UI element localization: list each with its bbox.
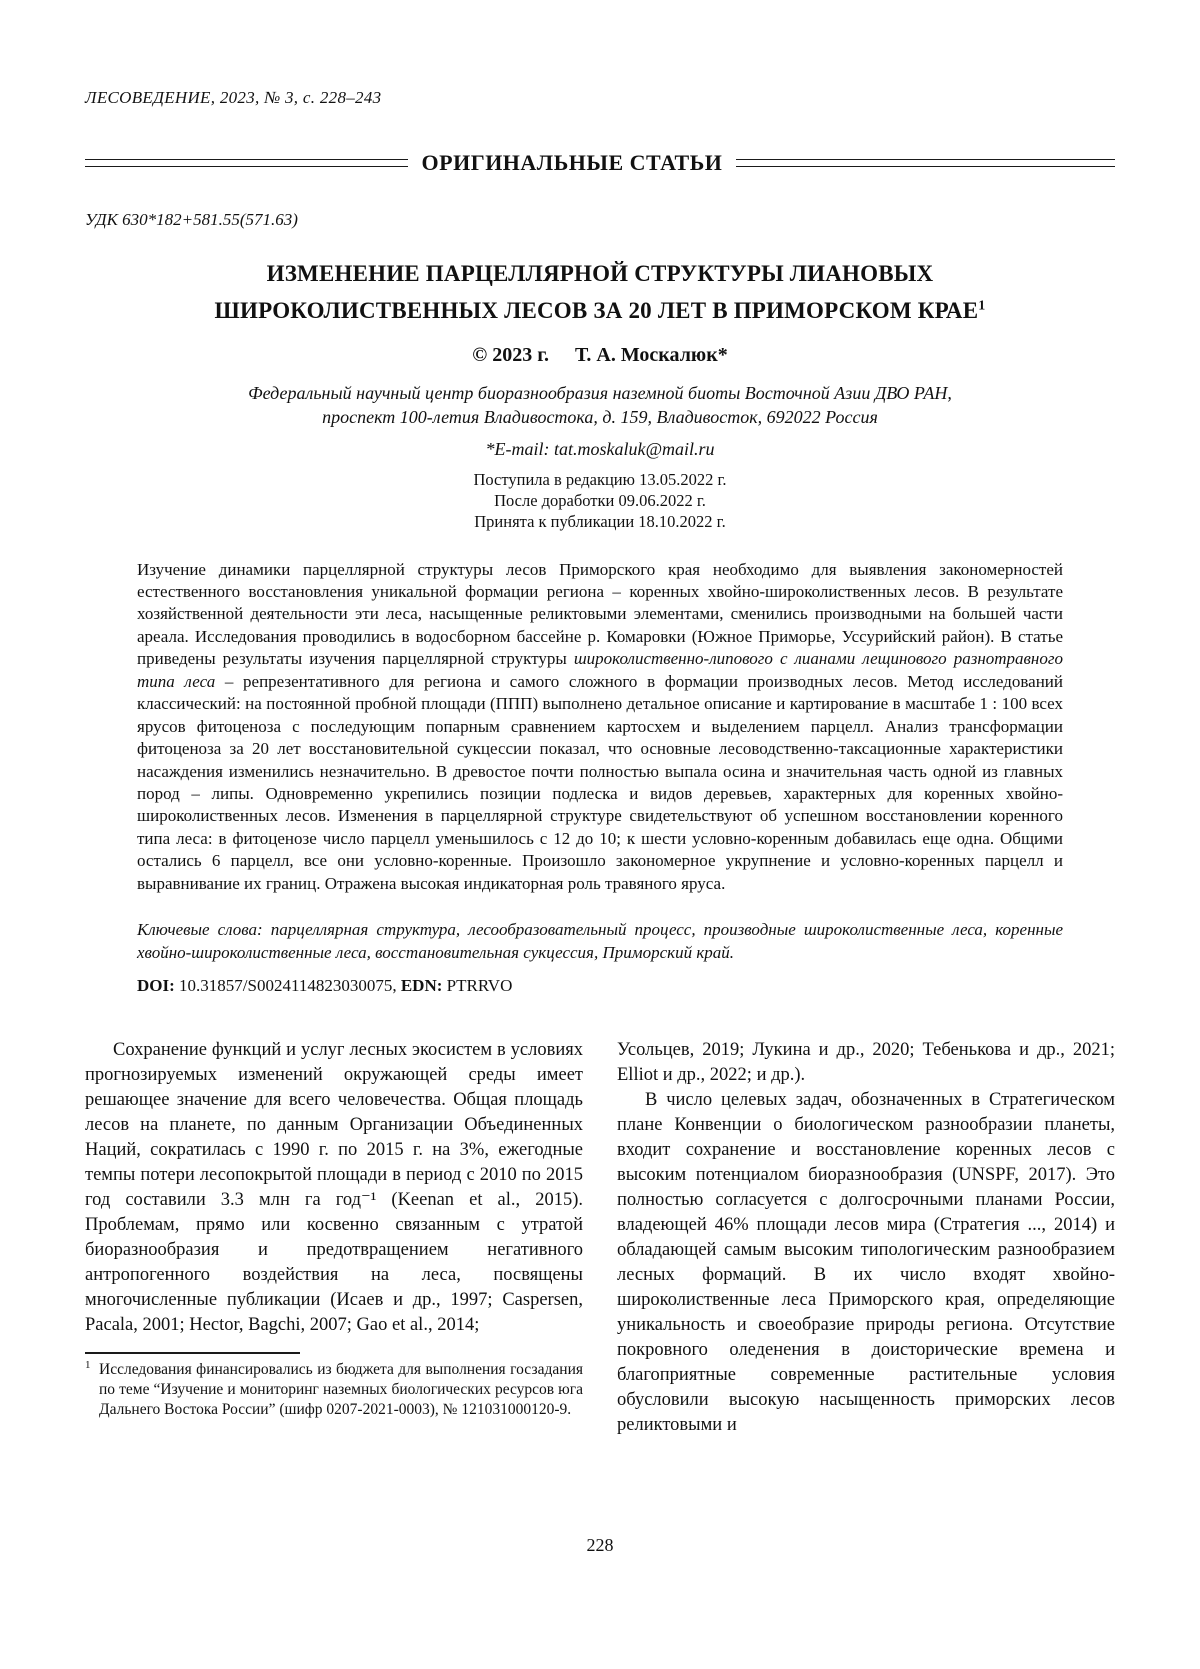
doi-label: DOI:: [137, 976, 175, 996]
page-number: 228: [586, 1535, 614, 1555]
title-line-2: ШИРОКОЛИСТВЕННЫХ ЛЕСОВ ЗА 20 ЛЕТ В ПРИМОРСКОМ КРАЕ: [214, 297, 979, 323]
footnote-mark: 1: [85, 1358, 91, 1371]
keywords: Ключевые слова: парцеллярная структура, лесообразовательный процесс, производные широколиственные леса, коренные хвойно-широколиственные леса, восстановительная сукцессия, Приморский край.: [137, 920, 1063, 962]
section-banner: [85, 150, 1115, 176]
banner-rule-right: [736, 159, 1115, 167]
abstract-part-1: Изучение динамики парцеллярной структуры лесов Приморского края необходимо для выявления закономерностей естественного восстановления уникальной формации региона – коренных хвойно-широколиственных лесов. В результате хозяйственной деятельности эти леса, насыщенные реликтовыми элементами, сменились производными на большей части ареала. Исследования проводились в водосборном бассейне р. Комаровки (Южное Приморье, Уссурийский район). В статье приведены результаты изучения парцеллярной структуры: [137, 559, 1063, 669]
abstract-italic-phrase: широколиственно-липового с лианами лещинового разнотравного типа леса: [137, 649, 1063, 691]
accepted-date: Принята к публикации 18.10.2022 г.: [474, 512, 726, 532]
doi-edn-line: [137, 976, 1063, 996]
author-name: Т. А. Москалюк*: [575, 343, 728, 366]
body-columns: [85, 1038, 1115, 1438]
footnote-text: Исследования финансировались из бюджета для выполнения госзадания по теме “Изучение и мониторинг наземных биологических ресурсов юга Дальнего Востока России” (шифр 0207-2021-0003), № 121031000120-9.: [99, 1360, 583, 1418]
left-column: [85, 1038, 583, 1438]
right-column: [617, 1038, 1115, 1438]
funding-footnote: [85, 1360, 583, 1420]
edn-label: EDN:: [400, 976, 443, 996]
article-title: [85, 256, 1115, 330]
title-footnote-mark: 1: [978, 298, 986, 314]
journal-header: ЛЕСОВЕДЕНИЕ, 2023, № 3, с. 228–243: [85, 88, 382, 107]
submission-dates: [85, 469, 1115, 532]
body-paragraph: В число целевых задач, обозначенных в Стратегическом плане Конвенции о биологическом разнообразии планеты, входит сохранение и восстановление коренных лесов с высоким потенциалом биоразнообразия (UNSPF, 2017). Это полностью согласуется с долгосрочными планами России, владеющей 46% площади лесов мира (Стратегия ..., 2014) и обладающей самым высоким типологическим разнообразием лесных формаций. В их число входят хвойно-широколиственные леса Приморского края, определяющие уникальность и своеобразие природы региона. Отсутствие покровного оледенения в доисторические времена и благоприятные современные растительные условия обусловили высокую насыщенность приморских лесов реликтовыми и: [617, 1089, 1115, 1435]
copyright-notice: © 2023 г.: [472, 343, 550, 366]
author-line: [85, 344, 1115, 367]
footnote-separator: [85, 1352, 300, 1354]
doi-value: 10.31857/S0024114823030075,: [179, 976, 397, 996]
revised-date: После доработки 09.06.2022 г.: [494, 491, 706, 511]
udc-code: УДК 630*182+581.55(571.63): [85, 210, 298, 229]
section-banner-label: ОРИГИНАЛЬНЫЕ СТАТЬИ: [421, 150, 723, 175]
author-email: *E-mail: tat.moskaluk@mail.ru: [485, 439, 715, 460]
banner-rule-left: [85, 159, 408, 167]
affiliation: [85, 381, 1115, 431]
edn-value: PTRRVO: [446, 976, 513, 996]
title-line-1: ИЗМЕНЕНИЕ ПАРЦЕЛЛЯРНОЙ СТРУКТУРЫ ЛИАНОВЫХ: [266, 261, 934, 286]
body-paragraph: Сохранение функций и услуг лесных экосистем в условиях прогнозируемых изменений окружающей среды имеет решающее значение для всего человечества. Общая площадь лесов на планете, по данным Организации Объединенных Наций, сократилась с 1990 г. по 2015 г. на 3%, ежегодные темпы потери лесопокрытой площади в период с 2010 по 2015 год составили 3.3 млн га год⁻¹ (Keenan et al., 2015). Проблемам, прямо или косвенно связанным с утратой биоразнообразия и предотвращением негативного антропогенного воздействия на леса, посвящены многочисленные публикации (Исаев и др., 1997; Caspersen, Pacala, 2001; Hector, Bagchi, 2007; Gao et al., 2014;: [85, 1040, 583, 1335]
affiliation-line-1: Федеральный научный центр биоразнообразия наземной биоты Восточной Азии ДВО РАН,: [248, 382, 952, 403]
abstract: [137, 559, 1063, 896]
received-date: Поступила в редакцию 13.05.2022 г.: [473, 470, 727, 490]
affiliation-line-2: проспект 100-летия Владивостока, д. 159, Владивосток, 692022 Россия: [322, 407, 878, 428]
body-paragraph: Усольцев, 2019; Лукина и др., 2020; Тебенькова и др., 2021; Elliot и др., 2022; и др.).: [617, 1040, 1115, 1085]
abstract-part-2: – репрезентативного для региона и самого сложного в формации производных лесов. Метод исследований классический: на постоянной пробной площади (ППП) выполнено детальное описание и картирование в масштабе 1 : 100 всех ярусов фитоценоза с последующим попарным сравнением картосхем и выделением парцелл. Анализ трансформации фитоценоза за 20 лет восстановительной сукцессии показал, что основные лесоводственно-таксационные характеристики насаждения изменились незначительно. В древостое почти полностью выпала осина и значительная часть одной из главных пород – липы. Одновременно укрепились позиции подлеска и видов деревьев, характерных для коренных хвойно-широколиственных лесов. Изменения в парцеллярной структуре свидетельствуют об успешном восстановлении коренного типа леса: в фитоценозе число парцелл уменьшилось с 12 до 10; к шести условно-коренным добавилась еще одна. Общими остались 6 парцелл, все они условно-коренные. Произошло закономерное укрупнение и условно-коренных парцелл и выравнивание их границ. Отражена высокая индикаторная роль травяного яруса.: [137, 671, 1063, 893]
